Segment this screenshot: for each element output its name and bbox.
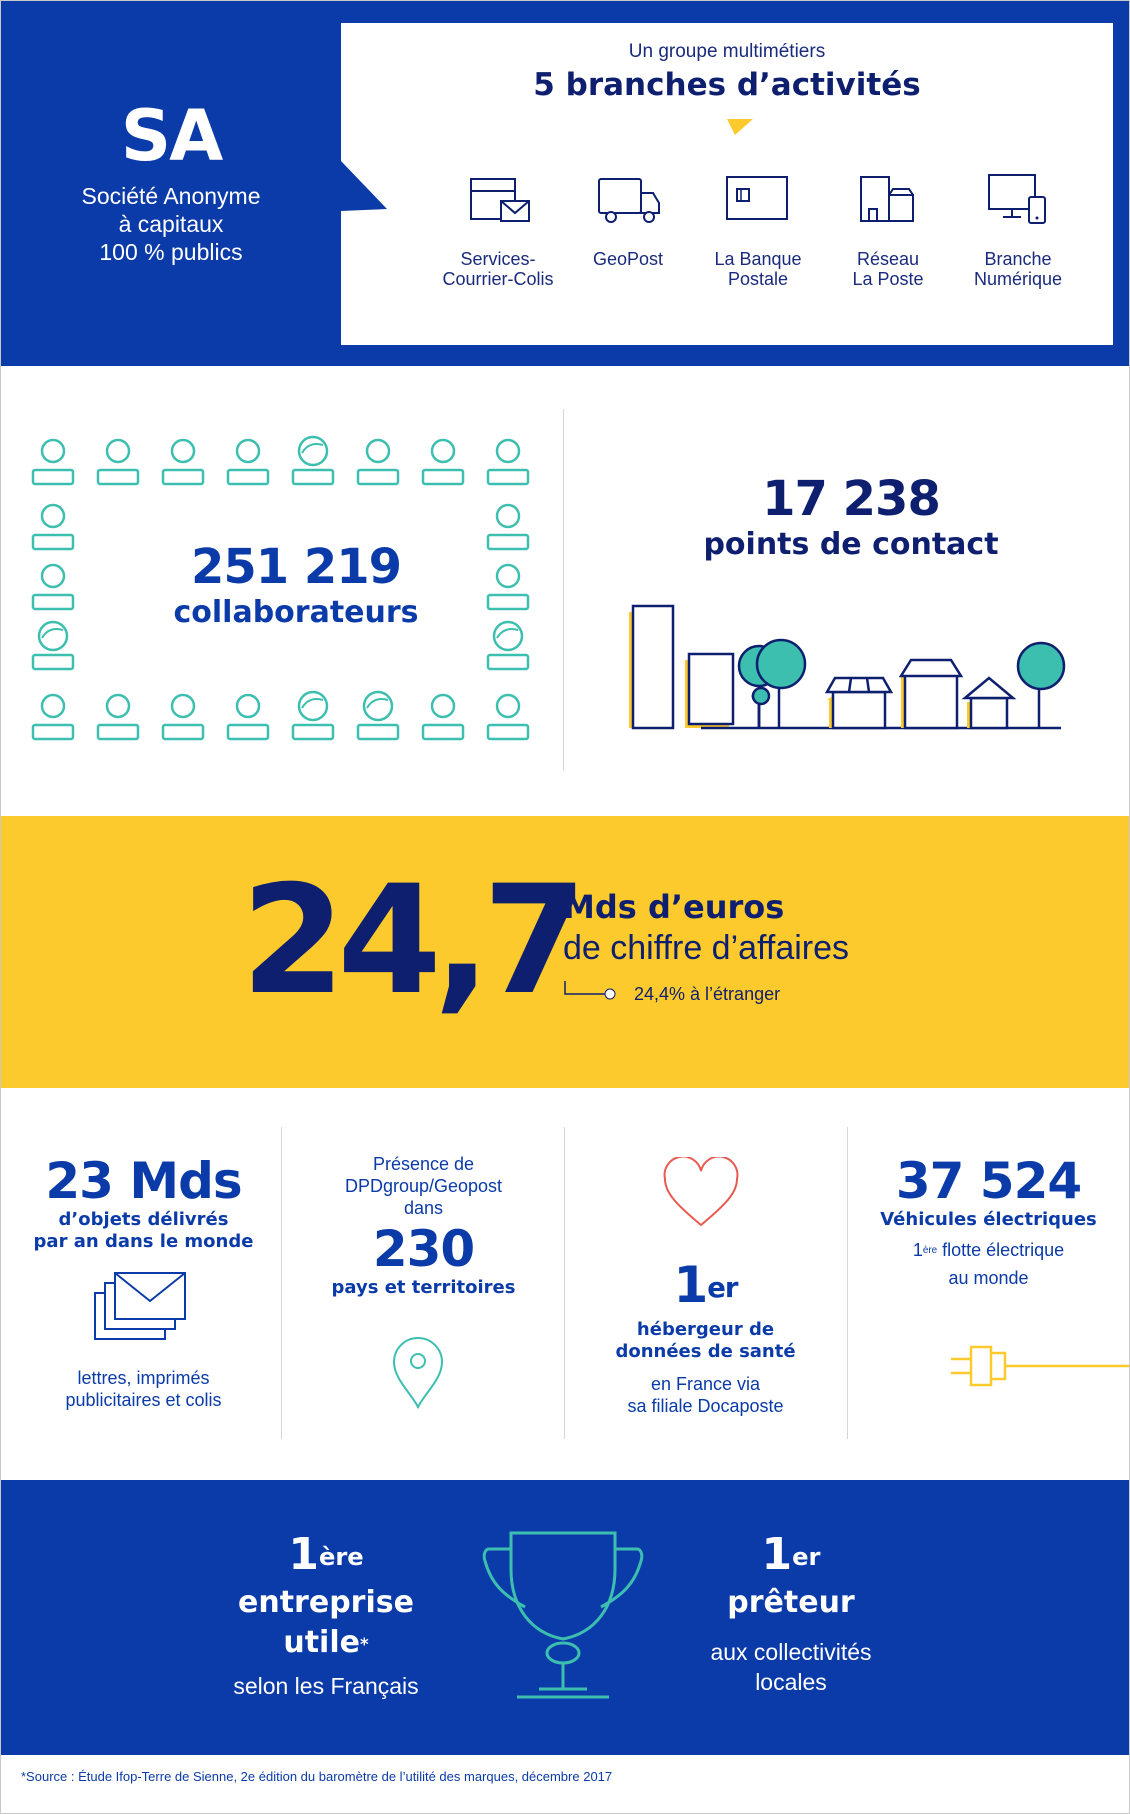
- branch-services-courrier-colis: [433, 171, 563, 289]
- award-useful-company: 1ère entreprise utile* selon les Français: [191, 1531, 461, 1701]
- company-type-line1: Société Anonyme: [81, 183, 261, 209]
- connector-icon: [563, 979, 623, 1009]
- person-icon: [488, 505, 528, 549]
- branch-label: GeoPost: [592, 249, 664, 269]
- presence-value: 230: [372, 1220, 475, 1278]
- devices-icon: [983, 171, 1053, 231]
- objects-line2: par an dans le monde: [33, 1231, 254, 1252]
- revenue-value: 24,7: [241, 854, 580, 1028]
- mail-boxes-icon: [463, 171, 533, 231]
- envelopes-icon: [93, 1271, 188, 1343]
- health-rank: 1er: [673, 1256, 738, 1314]
- bank-card-icon: [723, 171, 793, 231]
- branch-geopost: [563, 171, 693, 269]
- person-icon: [228, 440, 268, 484]
- footnote: *Source : Étude Ifop-Terre de Sienne, 2e édition du baromètre de l’utilité des marques, décembre 2017: [21, 1769, 613, 1784]
- vehicles-label: Véhicules électriques: [880, 1209, 1097, 1230]
- branch-label: Services- Courrier-Colis: [442, 249, 554, 289]
- heart-icon: [661, 1157, 741, 1229]
- award-left-line2: utile*: [283, 1625, 369, 1660]
- location-pin-icon: [391, 1335, 445, 1409]
- branch-label: La Banque Postale: [714, 249, 802, 289]
- revenue-label: de chiffre d’affaires: [563, 929, 850, 967]
- branch-label: Branche Numérique: [973, 249, 1063, 289]
- vehicles-value: 37 524: [895, 1152, 1082, 1210]
- person-icon: [98, 695, 138, 739]
- person-icon: [98, 440, 138, 484]
- branch-banque-postale: [693, 171, 823, 289]
- person-icon: [33, 440, 73, 484]
- divider: [281, 1127, 282, 1439]
- objects-value: 23 Mds: [45, 1152, 242, 1210]
- person-icon: [33, 565, 73, 609]
- trophy-icon: [481, 1529, 646, 1709]
- company-type-short: SA: [120, 95, 222, 177]
- person-icon: [33, 622, 73, 669]
- branch-numerique: [953, 171, 1083, 289]
- person-icon: [488, 695, 528, 739]
- person-icon: [358, 440, 398, 484]
- stat-presence: Présence de DPDgroup/Geopost dans 230 pays et territoires: [301, 1153, 546, 1299]
- branches-title: 5 branches d’activités: [533, 67, 921, 103]
- award-left-rank: 1ère: [288, 1529, 364, 1580]
- revenue-abroad: 24,4% à l’étranger: [634, 984, 781, 1004]
- divider: [563, 409, 564, 771]
- divider: [847, 1127, 848, 1439]
- presence-label: pays et territoires: [331, 1277, 516, 1298]
- objects-line1: d’objets délivrés: [58, 1209, 229, 1230]
- stat-vehicles: 37 524 Véhicules électriques 1ère flotte électrique au monde: [866, 1153, 1111, 1289]
- person-icon: [33, 695, 73, 739]
- company-type-line2: à capitaux: [118, 211, 224, 237]
- person-icon: [293, 437, 333, 484]
- branches-subtitle: Un groupe multimétiers: [628, 41, 826, 62]
- person-icon: [163, 695, 203, 739]
- truck-icon: [593, 171, 663, 231]
- town-illustration: [621, 596, 1071, 741]
- employees-label: collaborateurs: [173, 595, 419, 630]
- person-icon: [488, 440, 528, 484]
- branch-reseau-la-poste: [823, 171, 953, 289]
- person-icon: [358, 692, 398, 739]
- revenue-unit: Mds d’euros: [563, 888, 785, 926]
- stat-health: 1er hébergeur de données de santé en France via sa filiale Docaposte: [583, 1257, 828, 1417]
- person-icon: [293, 692, 333, 739]
- person-icon: [423, 695, 463, 739]
- branch-label: Réseau La Poste: [852, 249, 924, 289]
- contact-points-count: 17 238: [762, 471, 940, 527]
- plug-icon: [949, 1341, 1130, 1391]
- person-icon: [163, 440, 203, 484]
- post-office-icon: [853, 171, 923, 231]
- vehicles-note: 1ère flotte électrique: [912, 1240, 1065, 1260]
- employees-count: 251 219: [190, 539, 402, 595]
- person-icon: [423, 440, 463, 484]
- award-right-rank: 1er: [761, 1529, 821, 1580]
- person-icon: [488, 622, 528, 669]
- person-icon: [488, 565, 528, 609]
- objects-note: lettres, imprimés publicitaires et colis: [65, 1368, 222, 1410]
- person-icon: [228, 695, 268, 739]
- pointer-icon: [725, 117, 755, 137]
- panel-arrow-icon: [341, 161, 387, 211]
- company-type-line3: 100 % publics: [99, 239, 243, 265]
- person-icon: [33, 505, 73, 549]
- contact-points-label: points de contact: [703, 527, 999, 562]
- divider: [564, 1127, 565, 1439]
- award-lender: 1er prêteur aux collectivités locales: [671, 1531, 911, 1697]
- stat-objects: [21, 1153, 266, 1253]
- company-type: [41, 96, 301, 266]
